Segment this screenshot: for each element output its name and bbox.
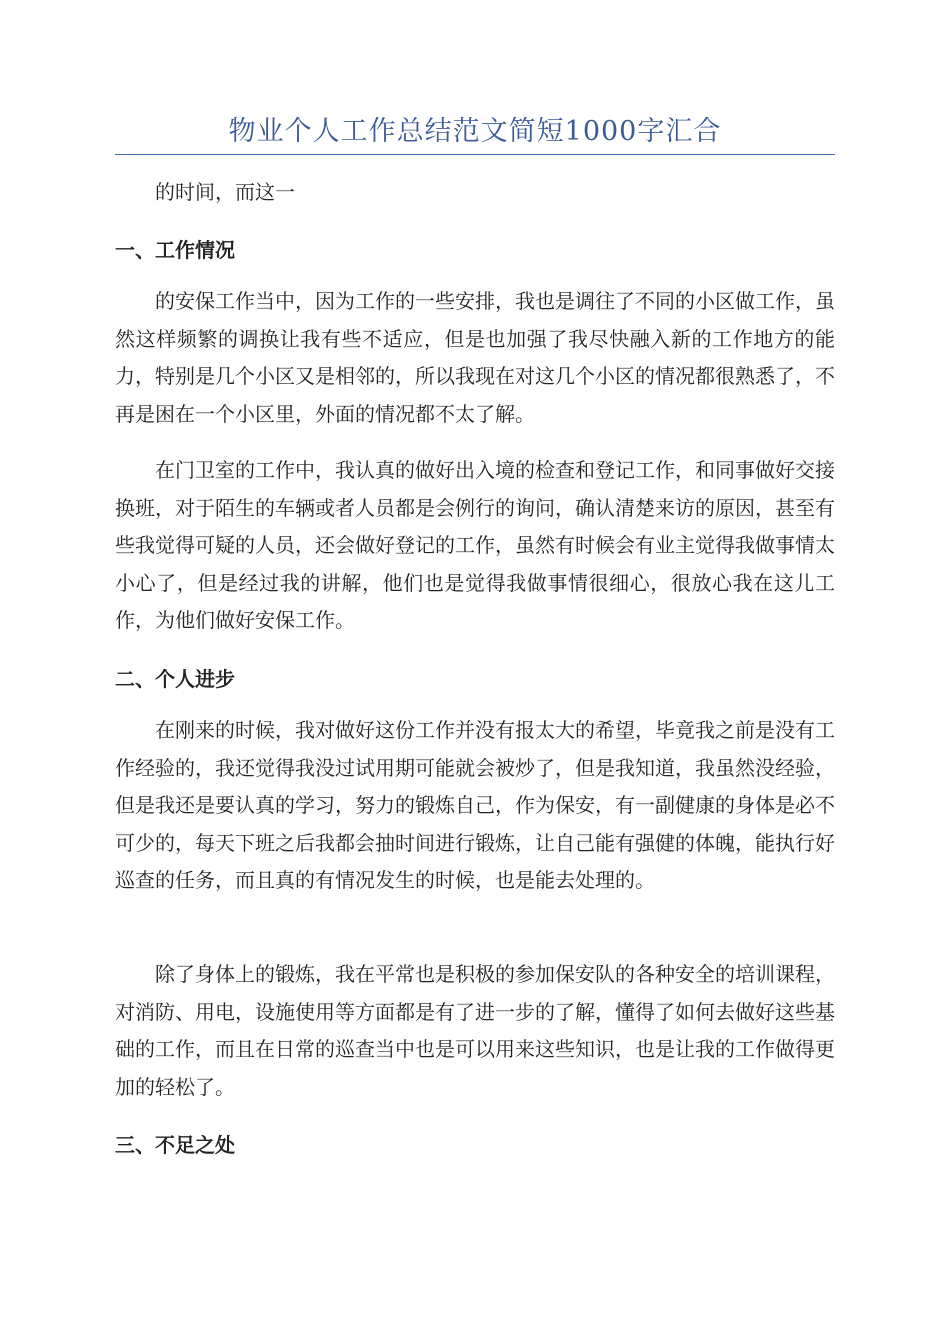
- paragraph-personal-progress-2: 除了身体上的锻炼，我在平常也是积极的参加保安队的各种安全的培训课程，对消防、用电，设施使用等方面都是有了进一步的了解，懂得了如何去做好这些基础的工作，而且在日常的巡查当中也是可以用来这些知识，也是让我的工作做得更加的轻松了。: [115, 962, 835, 1099]
- paragraph-work-status-1: 的安保工作当中，因为工作的一些安排，我也是调往了不同的小区做工作，虽然这样频繁的调换让我有些不适应，但是也加强了我尽快融入新的工作地方的能力，特别是几个小区又是相邻的，所以我现在对这几个小区的情况都很熟悉了，不再是困在一个小区里，外面的情况都不太了解。: [115, 289, 835, 426]
- section-heading-work-status: 一、工作情况: [115, 238, 235, 262]
- document-title: 物业个人工作总结范文简短1000字汇合: [228, 116, 722, 147]
- section-heading-shortcomings: 三、不足之处: [115, 1133, 235, 1157]
- intro-paragraph: 的时间，而这一: [155, 180, 295, 204]
- paragraph-work-status-2: 在门卫室的工作中，我认真的做好出入境的检查和登记工作，和同事做好交接换班，对于陌生的车辆或者人员都是会例行的询问，确认清楚来访的原因，甚至有些我觉得可疑的人员，还会做好登记的工作，虽然有时候会有业主觉得我做事情太小心了，但是经过我的讲解，他们也是觉得我做事情很细心，很放心我在这儿工作，为他们做好安保工作。: [115, 458, 835, 633]
- section-heading-personal-progress: 二、个人进步: [115, 667, 235, 691]
- paragraph-personal-progress-1: 在刚来的时候，我对做好这份工作并没有报太大的希望，毕竟我之前是没有工作经验的，我还觉得我没过试用期可能就会被炒了，但是我知道，我虽然没经验，但是我还是要认真的学习，努力的锻炼自己，作为保安，有一副健康的身体是必不可少的，每天下班之后我都会抽时间进行锻炼，让自己能有强健的体魄，能执行好巡查的任务，而且真的有情况发生的时候，也是能去处理的。: [115, 718, 835, 893]
- title-underline: [115, 154, 835, 155]
